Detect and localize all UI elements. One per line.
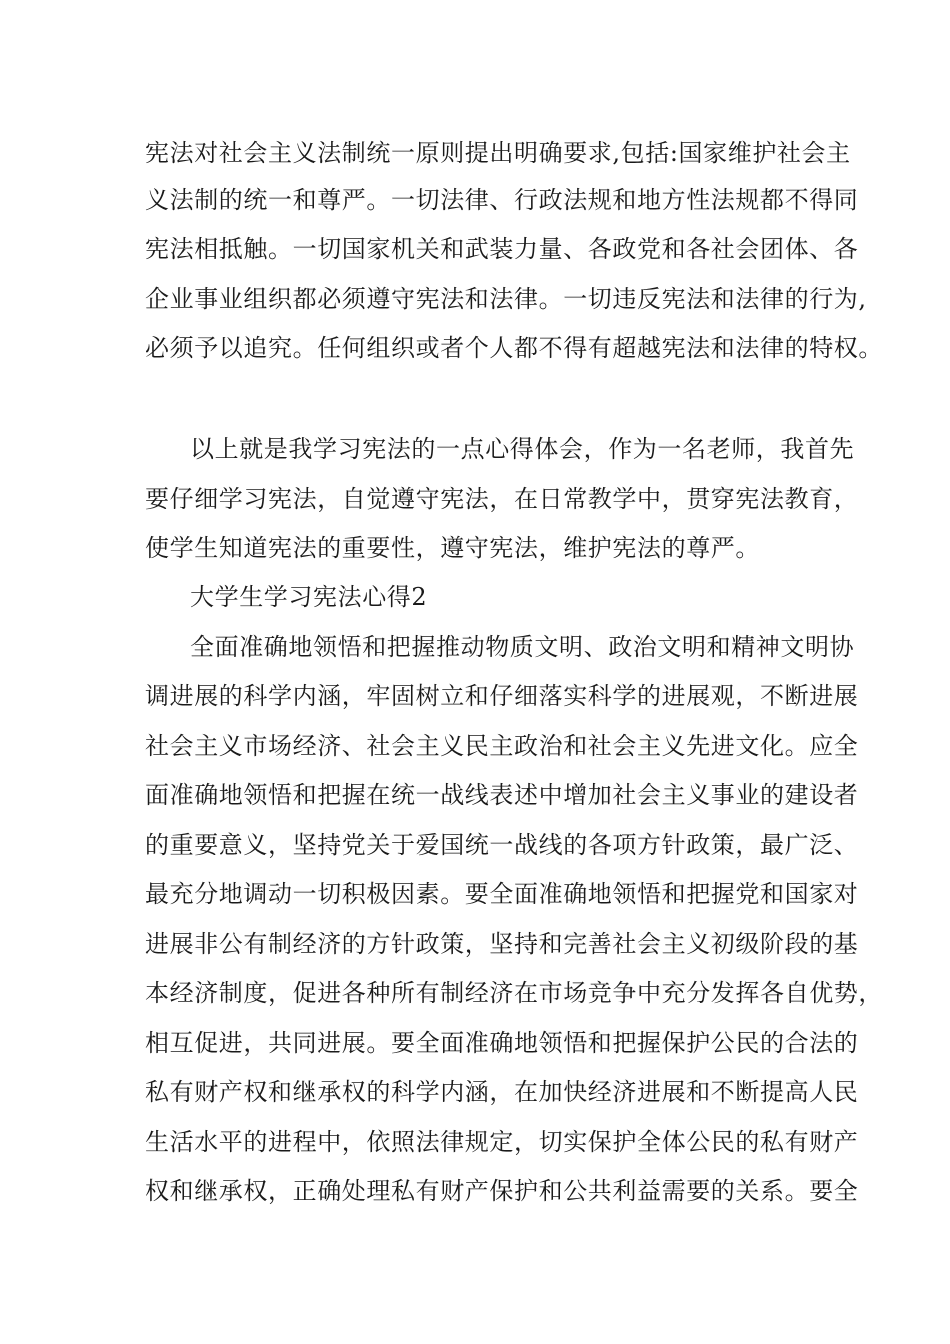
paragraph-line: 企业事业组织都必须遵守宪法和法律。一切违反宪法和法律的行为, — [145, 285, 867, 313]
paragraph-line: 要仔细学习宪法，自觉遵守宪法，在日常教学中，贯穿宪法教育， — [145, 485, 859, 513]
paragraph-line: 宪法相抵触。一切国家机关和武装力量、各政党和各社会团体、各 — [145, 235, 859, 263]
paragraph-line: 宪法对社会主义法制统一原则提出明确要求,包括:国家维护社会主 — [145, 139, 851, 167]
section-heading: 大学生学习宪法心得2 — [190, 583, 428, 611]
paragraph-line: 必须予以追究。任何组织或者个人都不得有超越宪法和法律的特权。 — [145, 334, 883, 362]
paragraph-line: 全面准确地领悟和把握推动物质文明、政治文明和精神文明协 — [190, 633, 855, 661]
paragraph-line: 权和继承权，正确处理私有财产保护和公共利益需要的关系。要全 — [145, 1177, 859, 1205]
paragraph-line: 进展非公有制经济的方针政策，坚持和完善社会主义初级阶段的基 — [145, 930, 859, 958]
paragraph-line: 最充分地调动一切积极因素。要全面准确地领悟和把握党和国家对 — [145, 880, 859, 908]
paragraph-line: 生活水平的进程中，依照法律规定，切实保护全体公民的私有财产 — [145, 1128, 859, 1156]
paragraph-line: 面准确地领悟和把握在统一战线表述中增加社会主义事业的建设者 — [145, 781, 859, 809]
paragraph-line: 的重要意义，坚持党关于爱国统一战线的各项方针政策，最广泛、 — [145, 831, 859, 859]
paragraph-line: 使学生知道宪法的重要性，遵守宪法，维护宪法的尊严。 — [145, 534, 760, 562]
paragraph-line: 义法制的统一和尊严。一切法律、行政法规和地方性法规都不得同 — [145, 186, 859, 214]
paragraph-line: 调进展的科学内涵，牢固树立和仔细落实科学的进展观，不断进展 — [145, 682, 859, 710]
paragraph-line: 本经济制度，促进各种所有制经济在市场竞争中充分发挥各自优势， — [145, 979, 883, 1007]
paragraph-line: 社会主义市场经济、社会主义民主政治和社会主义先进文化。应全 — [145, 732, 859, 760]
paragraph-line: 以上就是我学习宪法的一点心得体会，作为一名老师，我首先 — [190, 435, 855, 463]
paragraph-line: 相互促进，共同进展。要全面准确地领悟和把握保护公民的合法的 — [145, 1029, 859, 1057]
paragraph-line: 私有财产权和继承权的科学内涵，在加快经济进展和不断提高人民 — [145, 1078, 859, 1106]
